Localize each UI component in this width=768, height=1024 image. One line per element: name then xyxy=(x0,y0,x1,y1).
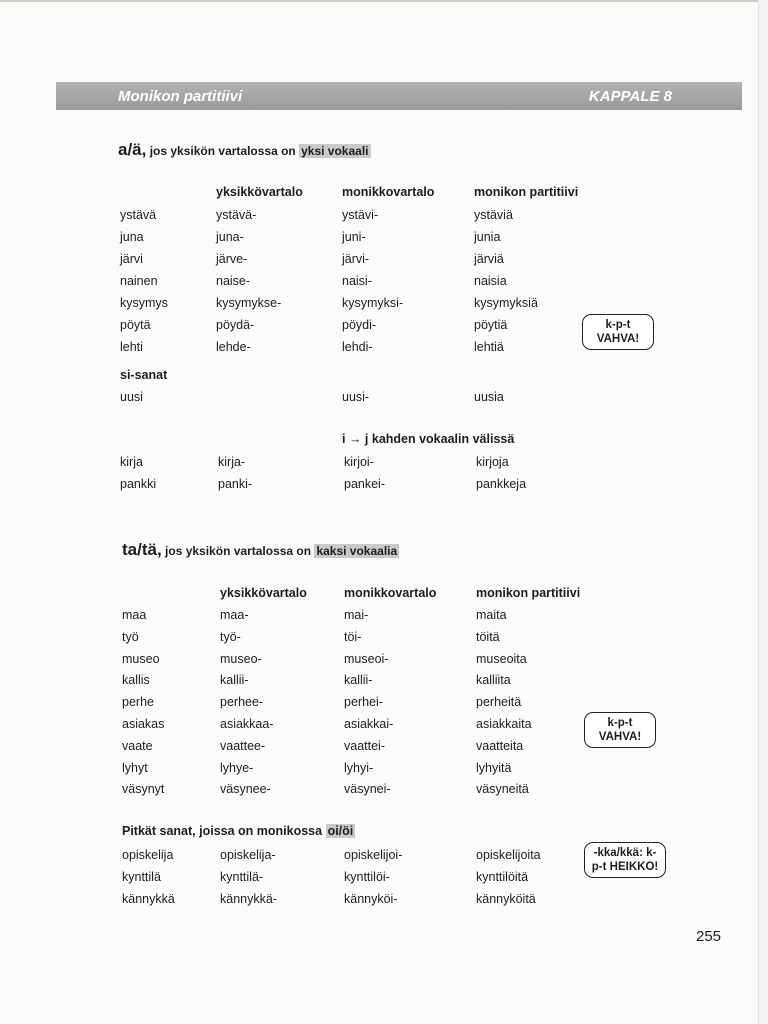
word-cell: kallis xyxy=(122,673,150,688)
word-cell: juni- xyxy=(342,230,366,244)
word-cell: naisi- xyxy=(342,274,372,288)
word-cell: kännyköitä xyxy=(476,892,536,906)
note-kka-weak: -kka/kkä: k-p-t HEIKKO! xyxy=(584,842,666,878)
col-header-singular-stem: yksikkövartalo xyxy=(216,185,303,199)
word-cell: kännykkä- xyxy=(220,892,277,906)
word-cell: perhe xyxy=(122,695,154,710)
word-cell: kännyköi- xyxy=(344,892,398,906)
word-cell: panki- xyxy=(218,477,253,491)
col-header-singular-stem: yksikkövartalo xyxy=(220,586,307,600)
word-cell: asiakkai- xyxy=(344,717,394,731)
page-number: 255 xyxy=(696,928,722,945)
word-cell: kysymykse- xyxy=(216,296,282,310)
word-cell: työ- xyxy=(220,629,241,644)
col-header-plural-partitive: monikon partitiivi xyxy=(474,185,579,199)
si-words-label: si-sanat xyxy=(120,368,168,382)
rule-ta-ta: ta/tä, jos yksikön vartalossa on kaksi vokaalia xyxy=(122,540,398,559)
word-cell: vaate xyxy=(122,738,153,753)
word-cell: museo xyxy=(122,651,160,666)
word-cell: kysymys xyxy=(120,296,168,310)
note-kpt-strong-2: k-p-t VAHVA! xyxy=(584,712,656,748)
word-cell: nainen xyxy=(120,274,158,288)
word-cell: asiakas xyxy=(122,717,165,731)
word-cell: museo- xyxy=(220,651,262,666)
word-cell: museoita xyxy=(476,651,527,666)
word-cell: lyhyi- xyxy=(344,760,374,775)
word-cell: lyhyitä xyxy=(476,760,512,775)
word-cell: opiskelijoita xyxy=(476,848,541,862)
word-cell: naisia xyxy=(474,274,507,288)
word-cell: ystävä xyxy=(120,208,157,222)
word-cell: lyhyt xyxy=(122,760,148,775)
word-cell: lyhye- xyxy=(220,760,254,775)
col-header-plural-stem: monikkovartalo xyxy=(344,586,437,600)
word-cell: asiakkaita xyxy=(476,717,532,731)
word-cell: lehdi- xyxy=(342,340,373,354)
word-cell: järvi- xyxy=(342,252,370,266)
word-cell: juna xyxy=(120,230,144,244)
word-cell: maita xyxy=(476,608,507,622)
word-cell: perheitä xyxy=(476,695,522,710)
word-cell: perhei- xyxy=(344,695,383,710)
word-cell: opiskelija xyxy=(122,848,174,862)
chapter-header-bar xyxy=(56,82,742,110)
word-cell: juna- xyxy=(216,230,244,244)
word-cell: työ xyxy=(122,629,139,644)
word-cell: ystävä- xyxy=(216,208,257,222)
word-cell: kynttilöitä xyxy=(476,870,529,884)
word-cell: pöytiä xyxy=(474,318,508,332)
long-words-rule: Pitkät sanat, joissa on monikossa oi/öi xyxy=(122,824,354,838)
word-cell: kalliita xyxy=(476,673,511,688)
word-cell: lehtiä xyxy=(474,340,504,354)
word-cell: ystävi- xyxy=(342,208,379,222)
word-cell: pöydi- xyxy=(342,318,377,332)
word-cell: töitä xyxy=(476,629,500,644)
word-cell: järviä xyxy=(474,252,504,266)
col-header-plural-stem: monikkovartalo xyxy=(342,185,435,199)
word-cell: ystäviä xyxy=(474,208,513,222)
word-cell: kallii- xyxy=(220,673,249,688)
note-kpt-strong-1: k-p-t VAHVA! xyxy=(582,314,654,350)
rule-a-a: a/ä, jos yksikön vartalossa on yksi vokaali xyxy=(118,140,369,159)
word-cell: pankkeja xyxy=(476,477,527,491)
header-title: Monikon partitiivi xyxy=(118,88,243,105)
word-cell: pankki xyxy=(120,477,157,491)
word-cell: töi- xyxy=(344,629,362,644)
word-cell: järve- xyxy=(216,252,248,266)
word-cell: kirja- xyxy=(218,455,246,469)
word-cell: kirjoi- xyxy=(344,455,374,469)
word-cell: kynttilöi- xyxy=(344,870,390,884)
ij-rule: i → j kahden vokaalin välissä xyxy=(342,432,515,446)
word-cell: kallii- xyxy=(344,673,373,688)
word-cell: väsynee- xyxy=(220,782,271,797)
word-cell: naise- xyxy=(216,274,251,288)
word-cell: vaattee- xyxy=(220,738,266,753)
word-cell: väsynyt xyxy=(122,782,165,797)
word-cell: kysymyksi- xyxy=(342,296,404,310)
word-cell: lehti xyxy=(120,340,143,354)
word-cell: uusi xyxy=(120,390,143,404)
word-cell: uusi- xyxy=(342,390,370,404)
word-cell: mai- xyxy=(344,608,369,622)
word-cell: maa xyxy=(122,608,147,622)
word-cell: pankei- xyxy=(344,477,385,491)
word-cell: kysymyksiä xyxy=(474,296,538,310)
word-cell: museoi- xyxy=(344,651,389,666)
word-cell: junia xyxy=(474,230,501,244)
word-cell: asiakkaa- xyxy=(220,717,274,731)
word-cell: kännykkä xyxy=(122,892,175,906)
word-cell: järvi xyxy=(120,252,143,266)
col-header-plural-partitive: monikon partitiivi xyxy=(476,586,581,600)
word-cell: väsyneitä xyxy=(476,782,529,797)
word-cell: opiskelijoi- xyxy=(344,848,403,862)
word-cell: vaattei- xyxy=(344,738,385,753)
word-cell: perhee- xyxy=(220,695,264,710)
word-cell: lehde- xyxy=(216,340,251,354)
word-cell: opiskelija- xyxy=(220,848,276,862)
word-cell: vaatteita xyxy=(476,738,524,753)
word-cell: väsynei- xyxy=(344,782,391,797)
word-cell: kynttilä- xyxy=(220,870,264,884)
word-cell: uusia xyxy=(474,390,504,404)
word-cell: kynttilä xyxy=(122,870,161,884)
word-cell: pöytä xyxy=(120,318,151,332)
word-cell: kirja xyxy=(120,455,143,469)
word-cell: kirjoja xyxy=(476,455,509,469)
header-chapter: KAPPALE 8 xyxy=(588,88,672,105)
word-cell: maa- xyxy=(220,608,249,622)
word-cell: pöydä- xyxy=(216,318,255,332)
page-top-divider xyxy=(0,0,758,2)
